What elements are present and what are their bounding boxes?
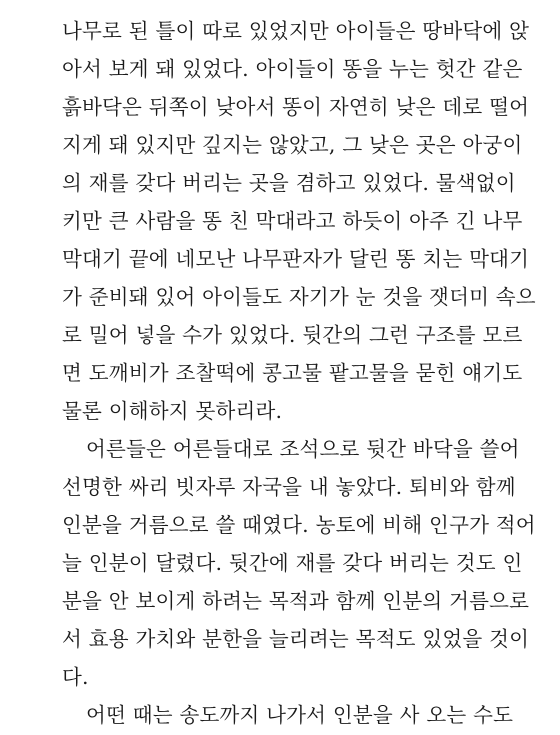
text-line: 면 도깨비가 조찰떡에 콩고물 팥고물을 묻힌 얘기도 — [62, 361, 523, 385]
text-line: 로 밀어 넣을 수가 있었다. 뒷간의 그런 구조를 모르 — [62, 323, 523, 347]
text-line: 키만 큰 사람을 똥 친 막대라고 하듯이 아주 긴 나무 — [62, 209, 523, 233]
text-line: 흙바닥은 뒤쪽이 낮아서 똥이 자연히 낮은 데로 떨어 — [62, 95, 530, 119]
text-line: 선명한 싸리 빗자루 자국을 내 놓았다. 퇴비와 함께 — [62, 475, 516, 499]
text-line: 서 효용 가치와 분한을 늘리려는 목적도 있었을 것이 — [62, 627, 530, 651]
text-line: 다. — [62, 665, 89, 689]
text-line: 인분을 거름으로 쓸 때였다. 농토에 비해 인구가 적어 — [62, 513, 536, 537]
text-line: 늘 인분이 달렸다. 뒷간에 재를 갖다 버리는 것도 인 — [62, 551, 523, 575]
paragraph-first-line: 어른들은 어른들대로 조석으로 뒷간 바닥을 쓸어 — [86, 437, 520, 461]
paragraph-first-line: 어떤 때는 송도까지 나가서 인분을 사 오는 수도 — [86, 703, 514, 727]
text-line: 가 준비돼 있어 아이들도 자기가 눈 것을 잿더미 속으 — [62, 285, 536, 309]
text-line: 나무로 된 틀이 따로 있었지만 아이들은 땅바닥에 앉 — [62, 19, 530, 43]
text-line: 의 재를 갖다 버리는 곳을 겸하고 있었다. 물색없이 — [62, 171, 516, 195]
text-line: 아서 보게 돼 있었다. 아이들이 똥을 누는 헛간 같은 — [62, 57, 523, 81]
text-line: 물론 이해하지 못하리라. — [62, 399, 283, 423]
text-line: 지게 돼 있지만 깊지는 않았고, 그 낮은 곳은 아궁이 — [62, 133, 523, 157]
text-line: 막대기 끝에 네모난 나무판자가 달린 똥 치는 막대기 — [62, 247, 530, 271]
text-line: 분을 안 보이게 하려는 목적과 함께 인분의 거름으로 — [62, 589, 530, 613]
